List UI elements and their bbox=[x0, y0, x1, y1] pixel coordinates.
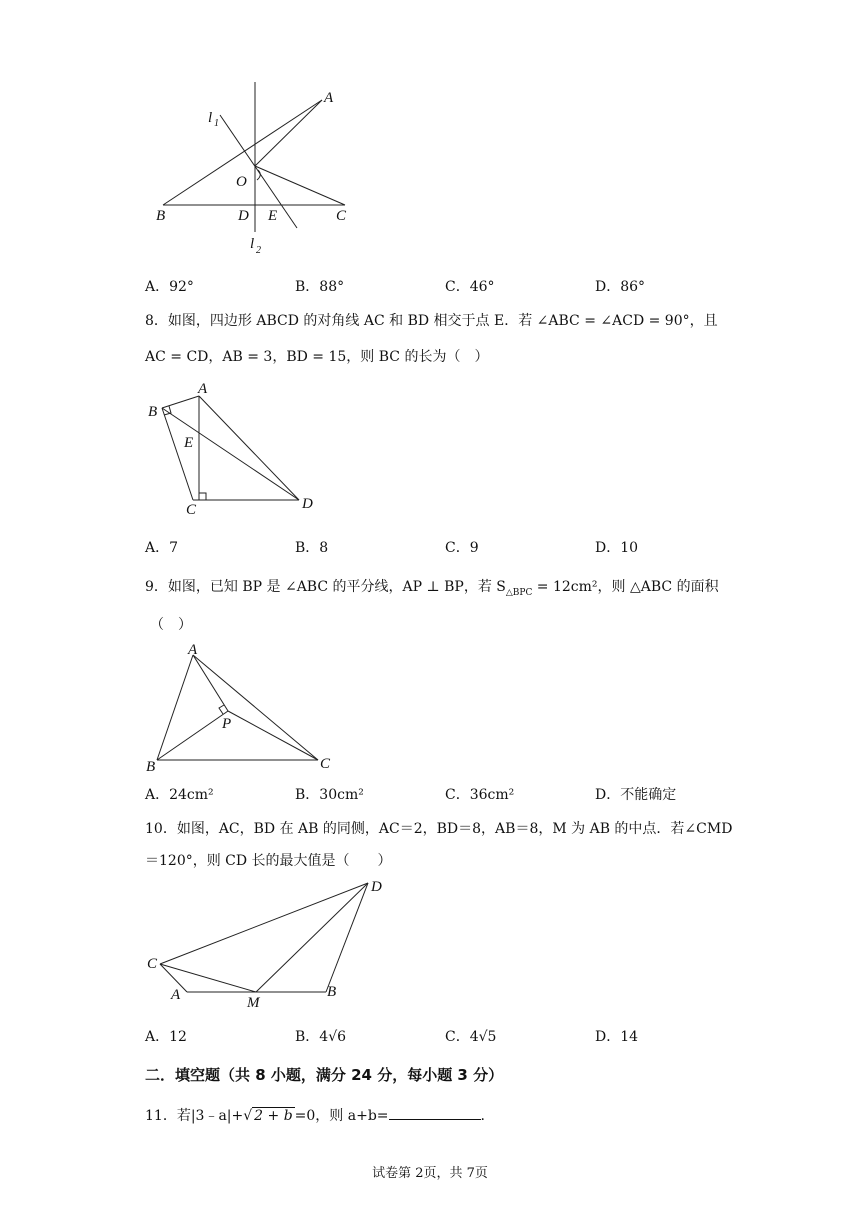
q8-segment-bc bbox=[162, 408, 193, 500]
q10-text-line1: 10．如图，AC，BD 在 AB 的同侧，AC＝2，BD＝8，AB＝8，M 为 AB 的中点．若∠CMD bbox=[145, 821, 733, 837]
q10-segment-cd bbox=[160, 883, 368, 964]
q8-segment-bd bbox=[162, 408, 299, 500]
q7-label-l2: l bbox=[250, 236, 255, 252]
q11-prefix: 11．若|3﹣a|+ bbox=[145, 1108, 244, 1124]
q9-option-a: A．24cm² bbox=[145, 787, 214, 803]
q9-label-p: P bbox=[222, 716, 232, 732]
q7-label-d: D bbox=[238, 208, 249, 224]
q8-option-c: C．9 bbox=[445, 540, 479, 556]
q7-option-b: B．88° bbox=[295, 279, 345, 295]
q9-label-b: B bbox=[146, 759, 156, 775]
q8-label-c: C bbox=[186, 502, 197, 518]
q11-radicand: 2 + b bbox=[254, 1108, 293, 1124]
q10-segment-md bbox=[256, 883, 368, 992]
q9-label-c: C bbox=[320, 756, 331, 772]
q7-option-d: D．86° bbox=[595, 279, 646, 295]
q9-label-a: A bbox=[188, 642, 198, 658]
q8-text-line1: 8．如图，四边形 ABCD 的对角线 AC 和 BD 相交于点 E．若 ∠ABC = ∠ACD = 90°，且 bbox=[145, 313, 718, 329]
q11-sqrt-icon: √ bbox=[243, 1108, 253, 1124]
q11-text bbox=[145, 1105, 485, 1125]
q9-option-b: B．30cm² bbox=[295, 787, 364, 803]
q9-text-line2: （ ） bbox=[150, 617, 192, 633]
q10-option-b: B．4√6 bbox=[295, 1029, 347, 1045]
q8-option-a: A．7 bbox=[145, 540, 179, 556]
q10-label-a: A bbox=[171, 987, 181, 1003]
q9-text-line1-sub: △BPC bbox=[505, 587, 533, 598]
q7-label-l1: l bbox=[208, 110, 213, 126]
q8-segment-ad bbox=[199, 396, 299, 500]
q9-segment-ap bbox=[193, 655, 228, 711]
q10-option-c: C．4√5 bbox=[445, 1029, 497, 1045]
q8-label-d: D bbox=[302, 496, 313, 512]
q11-answer-blank[interactable] bbox=[389, 1107, 481, 1120]
q10-label-m: M bbox=[247, 995, 260, 1011]
q9-segment-bp bbox=[157, 711, 228, 760]
q10-option-d: D．14 bbox=[595, 1029, 639, 1045]
q8-label-e: E bbox=[184, 435, 194, 451]
q7-label-o: O bbox=[236, 174, 247, 190]
q8-figure bbox=[140, 375, 340, 525]
q9-text-line1-a: 9．如图，已知 BP 是 ∠ABC 的平分线，AP ⊥ BP，若 S bbox=[145, 579, 506, 595]
q8-text-line2: AC = CD，AB = 3，BD = 15，则 BC 的长为（ ） bbox=[145, 349, 489, 365]
q10-option-a: A．12 bbox=[145, 1029, 187, 1045]
q9-text-line1 bbox=[145, 576, 719, 598]
q10-figure bbox=[140, 875, 390, 1015]
q10-label-d: D bbox=[371, 879, 382, 895]
q10-segment-bd bbox=[326, 883, 368, 992]
q9-text-line1-b: = 12cm²，则 △ABC 的面积 bbox=[532, 579, 719, 595]
q8-right-angle-c bbox=[199, 493, 206, 500]
q9-segment-ab bbox=[157, 655, 193, 760]
page-footer: 试卷第 2页，共 7页 bbox=[372, 1166, 488, 1181]
q7-option-a: A．92° bbox=[145, 279, 194, 295]
q10-text-line2: ＝120°，则 CD 长的最大值是（ ） bbox=[145, 853, 392, 869]
q9-option-c: C．36cm² bbox=[445, 787, 515, 803]
q7-option-c: C．46° bbox=[445, 279, 495, 295]
q11-suffix: =0，则 a+b= bbox=[294, 1108, 389, 1124]
q7-label-e: E bbox=[268, 208, 278, 224]
q9-segment-pc bbox=[228, 711, 318, 760]
q11-end: . bbox=[480, 1108, 485, 1124]
q7-segment-oa bbox=[255, 100, 322, 166]
q9-figure bbox=[140, 638, 340, 773]
q7-label-c: C bbox=[336, 208, 347, 224]
q9-right-angle-p bbox=[219, 705, 224, 714]
q8-option-b: B．8 bbox=[295, 540, 329, 556]
q9-option-d: D．不能确定 bbox=[595, 787, 677, 803]
q8-segment-ab bbox=[162, 396, 199, 408]
q7-label-l2-sub: 2 bbox=[256, 245, 261, 256]
q7-line-l1 bbox=[220, 115, 297, 228]
q7-label-a: A bbox=[324, 90, 334, 106]
q8-option-d: D．10 bbox=[595, 540, 639, 556]
q7-figure bbox=[140, 80, 380, 260]
q9-segment-ac bbox=[193, 655, 318, 760]
q8-label-b: B bbox=[148, 404, 158, 420]
q8-label-a: A bbox=[198, 381, 208, 397]
q10-label-b: B bbox=[327, 984, 337, 1000]
q10-label-c: C bbox=[147, 956, 158, 972]
q7-label-l1-sub: 1 bbox=[214, 118, 219, 129]
q7-label-b: B bbox=[156, 208, 166, 224]
section-2-title: 二．填空题（共 8 小题，满分 24 分，每小题 3 分） bbox=[145, 1066, 504, 1084]
